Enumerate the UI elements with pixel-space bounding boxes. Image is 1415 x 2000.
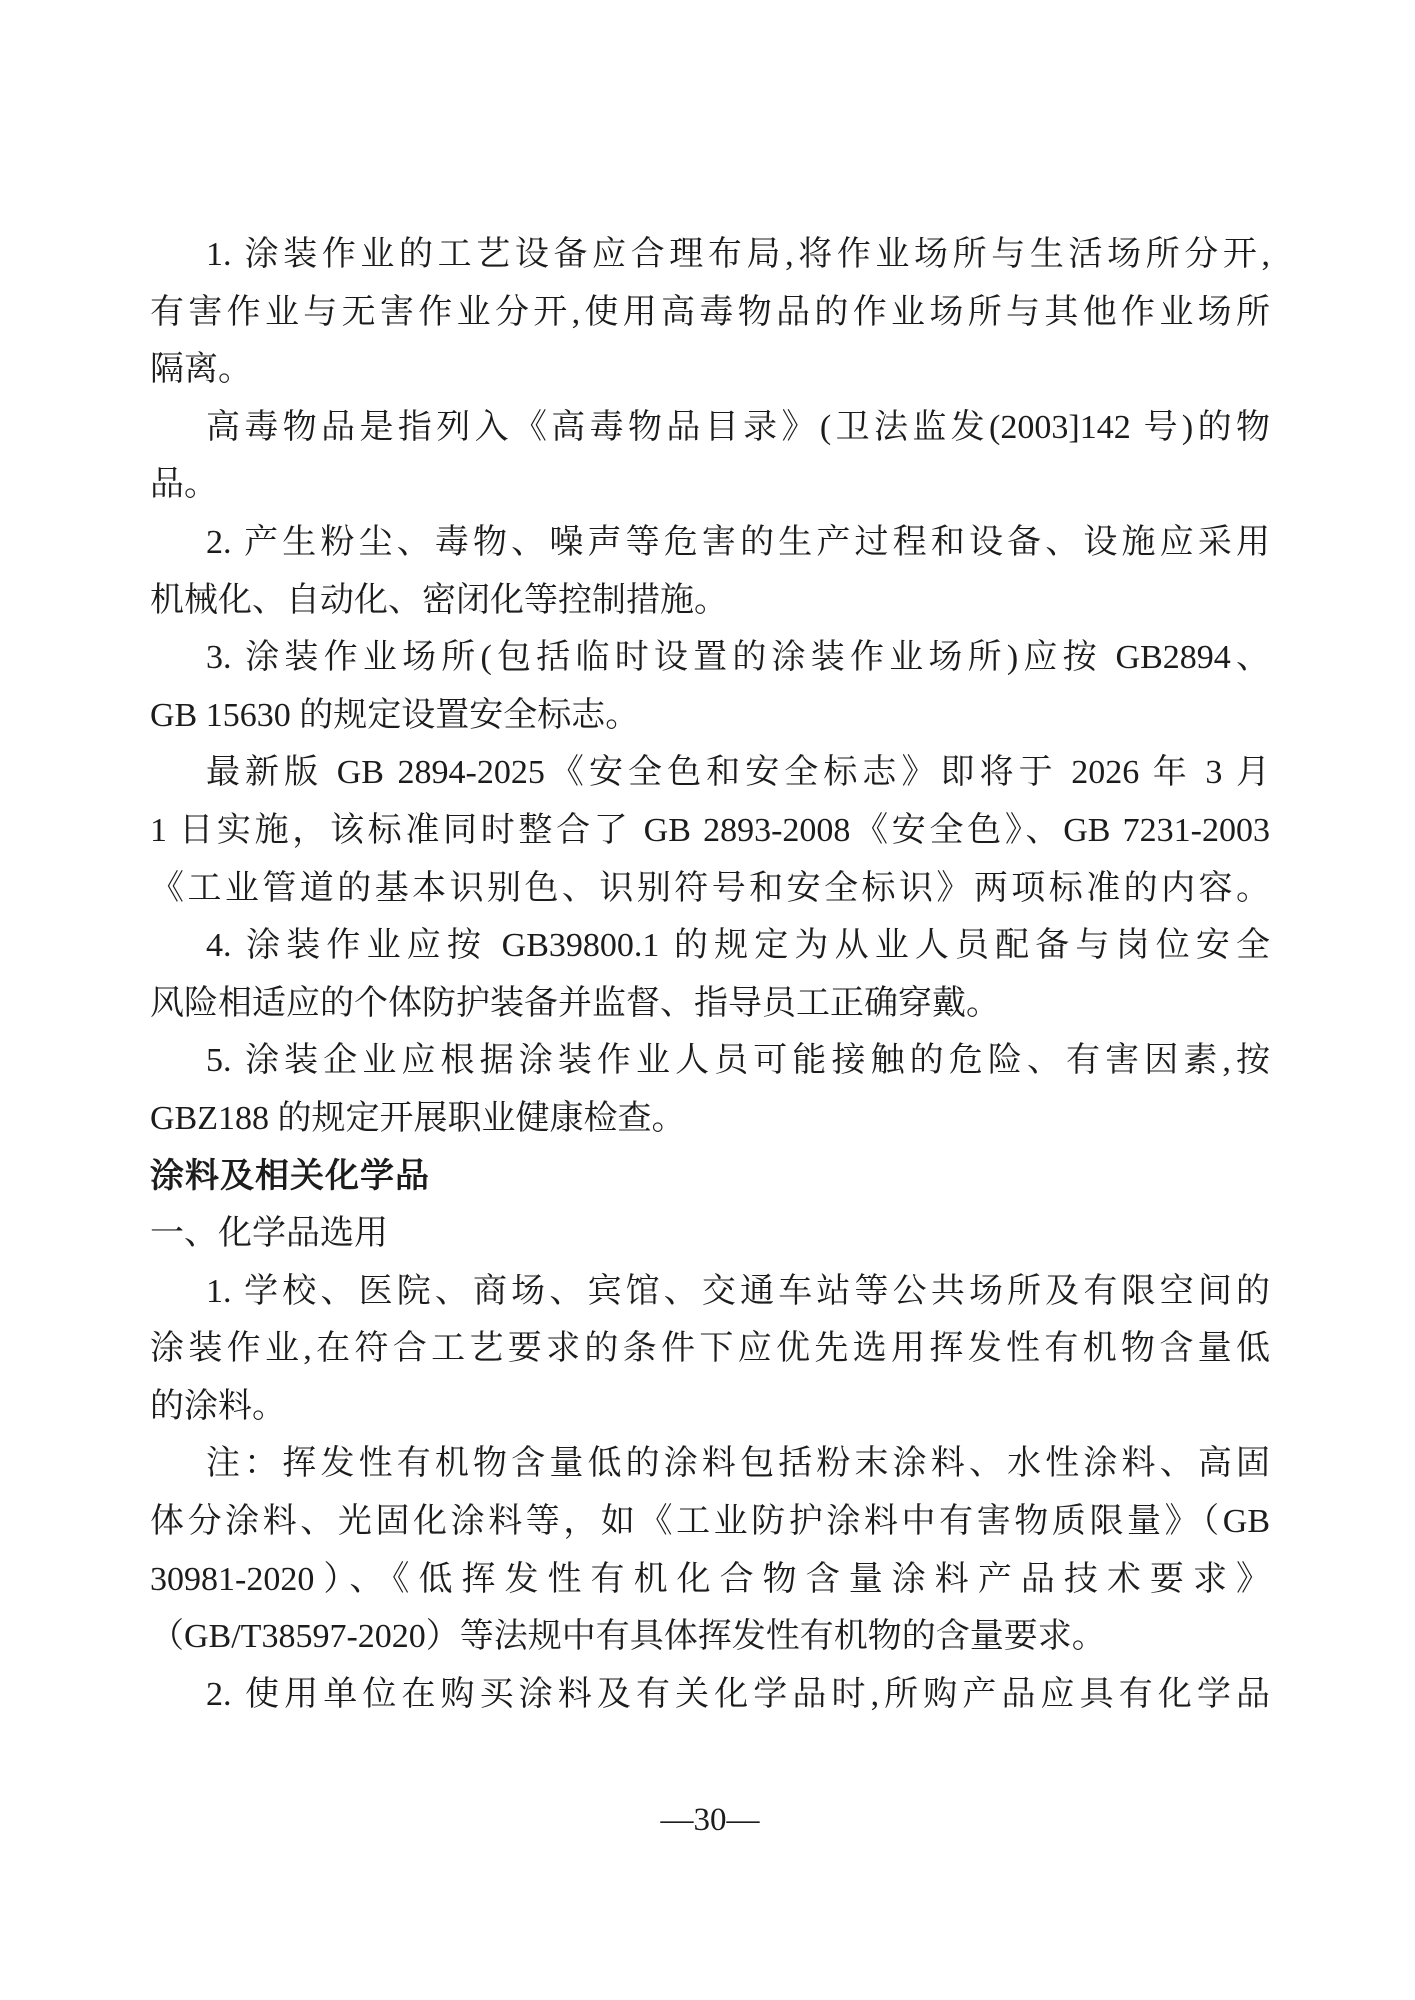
text-line: 《工业管道的基本识别色、识别符号和安全标识》两项标准的内容。 [150, 869, 1270, 907]
section-heading: 涂料及相关化学品 [150, 1156, 430, 1195]
text-line: 1 日实施，该标准同时整合了 GB 2893-2008《安全色》、GB 7231-2003 [150, 811, 1270, 849]
text-line: 注：挥发性有机物含量低的涂料包括粉末涂料、水性涂料、高固 [206, 1445, 1270, 1483]
text-line: 30981-2020）、《低挥发性有机化合物含量涂料产品技术要求》 [150, 1560, 1270, 1598]
text-line: 品。 [150, 466, 218, 504]
document-body [150, 226, 1270, 1723]
text-line: 机械化、自动化、密闭化等控制措施。 [150, 581, 728, 619]
text-line: 5. 涂装企业应根据涂装作业人员可能接触的危险、有害因素,按 [206, 1042, 1270, 1080]
text-line: 有害作业与无害作业分开,使用高毒物品的作业场所与其他作业场所 [150, 293, 1270, 331]
text-line: 隔离。 [150, 351, 252, 389]
text-line: GB 15630 的规定设置安全标志。 [150, 696, 640, 734]
text-line: 体分涂料、光固化涂料等，如《工业防护涂料中有害物质限量》（GB [150, 1503, 1270, 1541]
text-line: 高毒物品是指列入《高毒物品目录》(卫法监发(2003]142 号)的物 [206, 408, 1270, 446]
text-line: 1. 涂装作业的工艺设备应合理布局,将作业场所与生活场所分开, [206, 236, 1270, 273]
text-line: 涂装作业,在符合工艺要求的条件下应优先选用挥发性有机物含量低 [150, 1330, 1270, 1368]
text-line: 2. 使用单位在购买涂料及有关化学品时,所购产品应具有化学品 [206, 1675, 1270, 1713]
text-line: 2. 产生粉尘、毒物、噪声等危害的生产过程和设备、设施应采用 [206, 523, 1270, 561]
text-line: 1. 学校、医院、商场、宾馆、交通车站等公共场所及有限空间的 [206, 1272, 1270, 1310]
text-line: 4. 涂装作业应按 GB39800.1 的规定为从业人员配备与岗位安全 [206, 927, 1270, 965]
page-number: —30— [660, 1802, 760, 1838]
text-line: 的涂料。 [150, 1387, 286, 1425]
text-line: （GB/T38597-2020）等法规中有具体挥发性有机物的含量要求。 [150, 1618, 1106, 1656]
text-line: 最新版 GB 2894-2025《安全色和安全标志》即将于 2026 年 3 月 [206, 754, 1270, 792]
text-line: 一、化学品选用 [150, 1215, 388, 1253]
text-line: GBZ188 的规定开展职业健康检查。 [150, 1099, 686, 1137]
text-line: 3. 涂装作业场所(包括临时设置的涂装作业场所)应按 GB2894、 [206, 639, 1270, 677]
text-line: 风险相适应的个体防护装备并监督、指导员工正确穿戴。 [150, 984, 1000, 1022]
